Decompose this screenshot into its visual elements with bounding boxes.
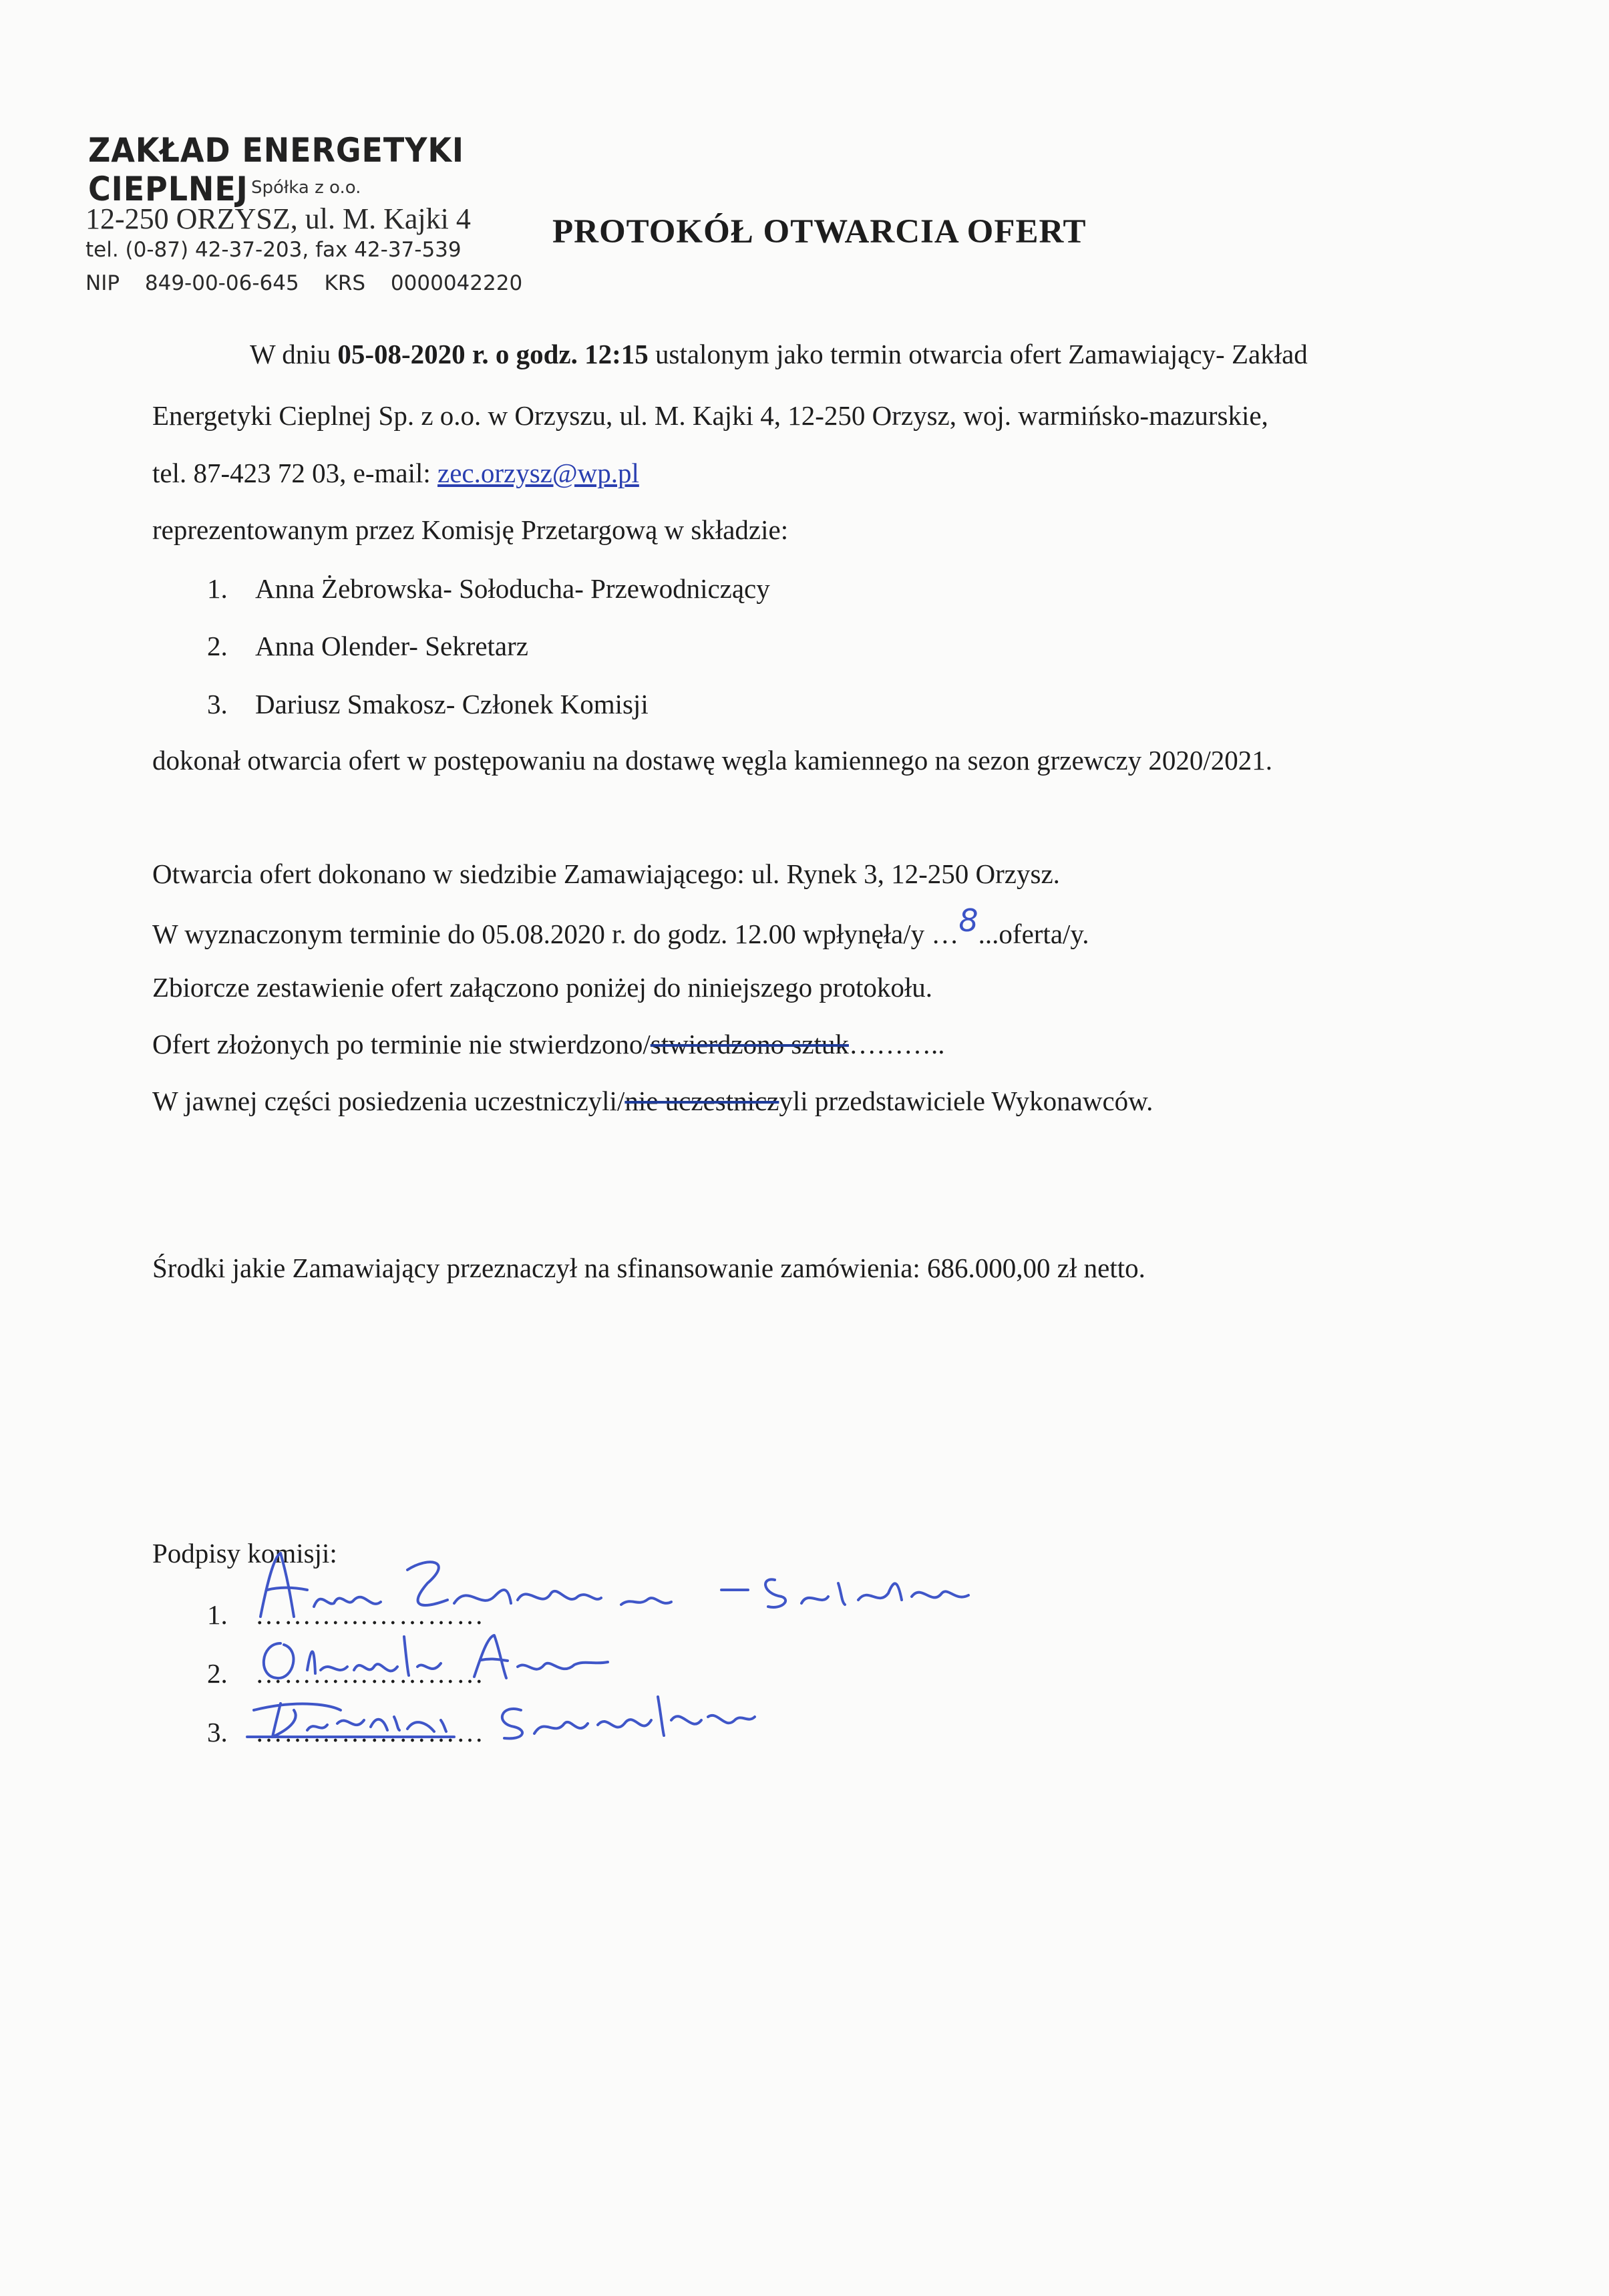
intro-line-4: reprezentowanym przez Komisję Przetargową w składzie: (152, 514, 789, 545)
contact-text: tel. 87-423 72 03, e-mail: (152, 458, 437, 488)
email-link[interactable]: zec.orzysz@wp.pl (437, 458, 639, 488)
stamp-company-form: Spółka z o.o. (251, 178, 361, 198)
stamp-company-name: ZAKŁAD ENERGETYKI CIEPLNEJ (88, 131, 464, 208)
signature-number: 1. (207, 1599, 228, 1630)
list-item (207, 572, 770, 605)
signature-dots: …………………… (255, 1717, 485, 1748)
list-number: 3. (207, 689, 228, 719)
late-offers-text: Ofert złożonych po terminie nie stwierdzono/ (152, 1029, 651, 1059)
list-number: 2. (207, 631, 228, 661)
intro-text-bold: r. o godz. (465, 339, 585, 369)
late-offers-struck: stwierdzono sztuk (650, 1029, 849, 1059)
stamp-registry (85, 271, 522, 295)
public-session-text: W jawnej części posiedzenia uczestniczyli/ (152, 1086, 625, 1116)
deadline-line (152, 903, 1089, 949)
document-title: PROTOKÓŁ OTWARCIA OFERT (552, 213, 1087, 251)
intro-line-2: Energetyki Cieplnej Sp. z o.o. w Orzyszu, ul. M. Kajki 4, 12-250 Orzysz, woj. warmińsko-mazurskie, (152, 400, 1268, 431)
company-stamp (85, 131, 540, 305)
committee-member: Anna Olender- Sekretarz (255, 631, 528, 661)
signature-dots: …………………… (255, 1599, 485, 1630)
offers-count-handwritten: 8 (958, 903, 978, 939)
public-session-struck: nie uczestnicz (624, 1086, 779, 1116)
list-item (207, 630, 528, 662)
opening-time: 12:15 (584, 339, 649, 369)
committee-member: Dariusz Smakosz- Członek Komisji (255, 689, 649, 719)
stamp-address: 12-250 ORZYSZ, ul. M. Kajki 4 (85, 202, 471, 235)
stamp-phone: tel. (0-87) 42-37-203, fax 42-37-539 (85, 238, 462, 262)
opening-place: Otwarcia ofert dokonano w siedzibie Zamawiającego: ul. Rynek 3, 12-250 Orzysz. (152, 858, 1060, 889)
offers-dots: ... (978, 919, 999, 949)
signature-2-image (254, 1630, 628, 1690)
deadline-text: W wyznaczonym terminie do 05.08.2020 r. do godz. 12.00 wpłynęła/y (152, 919, 932, 949)
late-offers-line (152, 1031, 944, 1058)
list-item (207, 688, 649, 720)
late-offers-dots: ……….. (848, 1029, 945, 1059)
signature-3-image (240, 1683, 828, 1744)
signature-number: 3. (207, 1717, 228, 1748)
offers-summary-line: Zbiorcze zestawienie ofert załączono poniżej do niniejszego protokołu. (152, 972, 933, 1003)
intro-text: W dniu (250, 339, 338, 369)
public-session-line (152, 1088, 1153, 1115)
intro-line-1 (250, 341, 1308, 368)
intro-text-cont: ustalonym jako termin otwarcia ofert Zamawiający- Zakład (648, 339, 1308, 369)
stamp-krs: KRS 0000042220 (324, 271, 523, 295)
signature-1-image (254, 1543, 1022, 1630)
committee-member: Anna Żebrowska- Sołoducha- Przewodniczący (255, 573, 770, 604)
signatures-label: Podpisy komisji: (152, 1538, 337, 1569)
public-session-suffix: yli przedstawiciele Wykonawców. (779, 1086, 1153, 1116)
budget-line: Środki jakie Zamawiający przeznaczył na sfinansowanie zamówienia: 686.000,00 zł netto. (152, 1253, 1145, 1283)
stamp-nip: NIP 849-00-06-645 (85, 271, 299, 295)
signature-number: 2. (207, 1658, 228, 1689)
list-number: 1. (207, 573, 228, 604)
summary-line: dokonał otwarcia ofert w postępowaniu na dostawę węgla kamiennego na sezon grzewczy 2020/2021. (152, 745, 1273, 776)
signature-dots: …………………… (255, 1658, 485, 1689)
opening-date: 05-08-2020 (337, 339, 466, 369)
offers-dots: … (931, 919, 959, 949)
intro-line-3 (152, 460, 639, 487)
deadline-suffix: oferta/y. (999, 919, 1089, 949)
